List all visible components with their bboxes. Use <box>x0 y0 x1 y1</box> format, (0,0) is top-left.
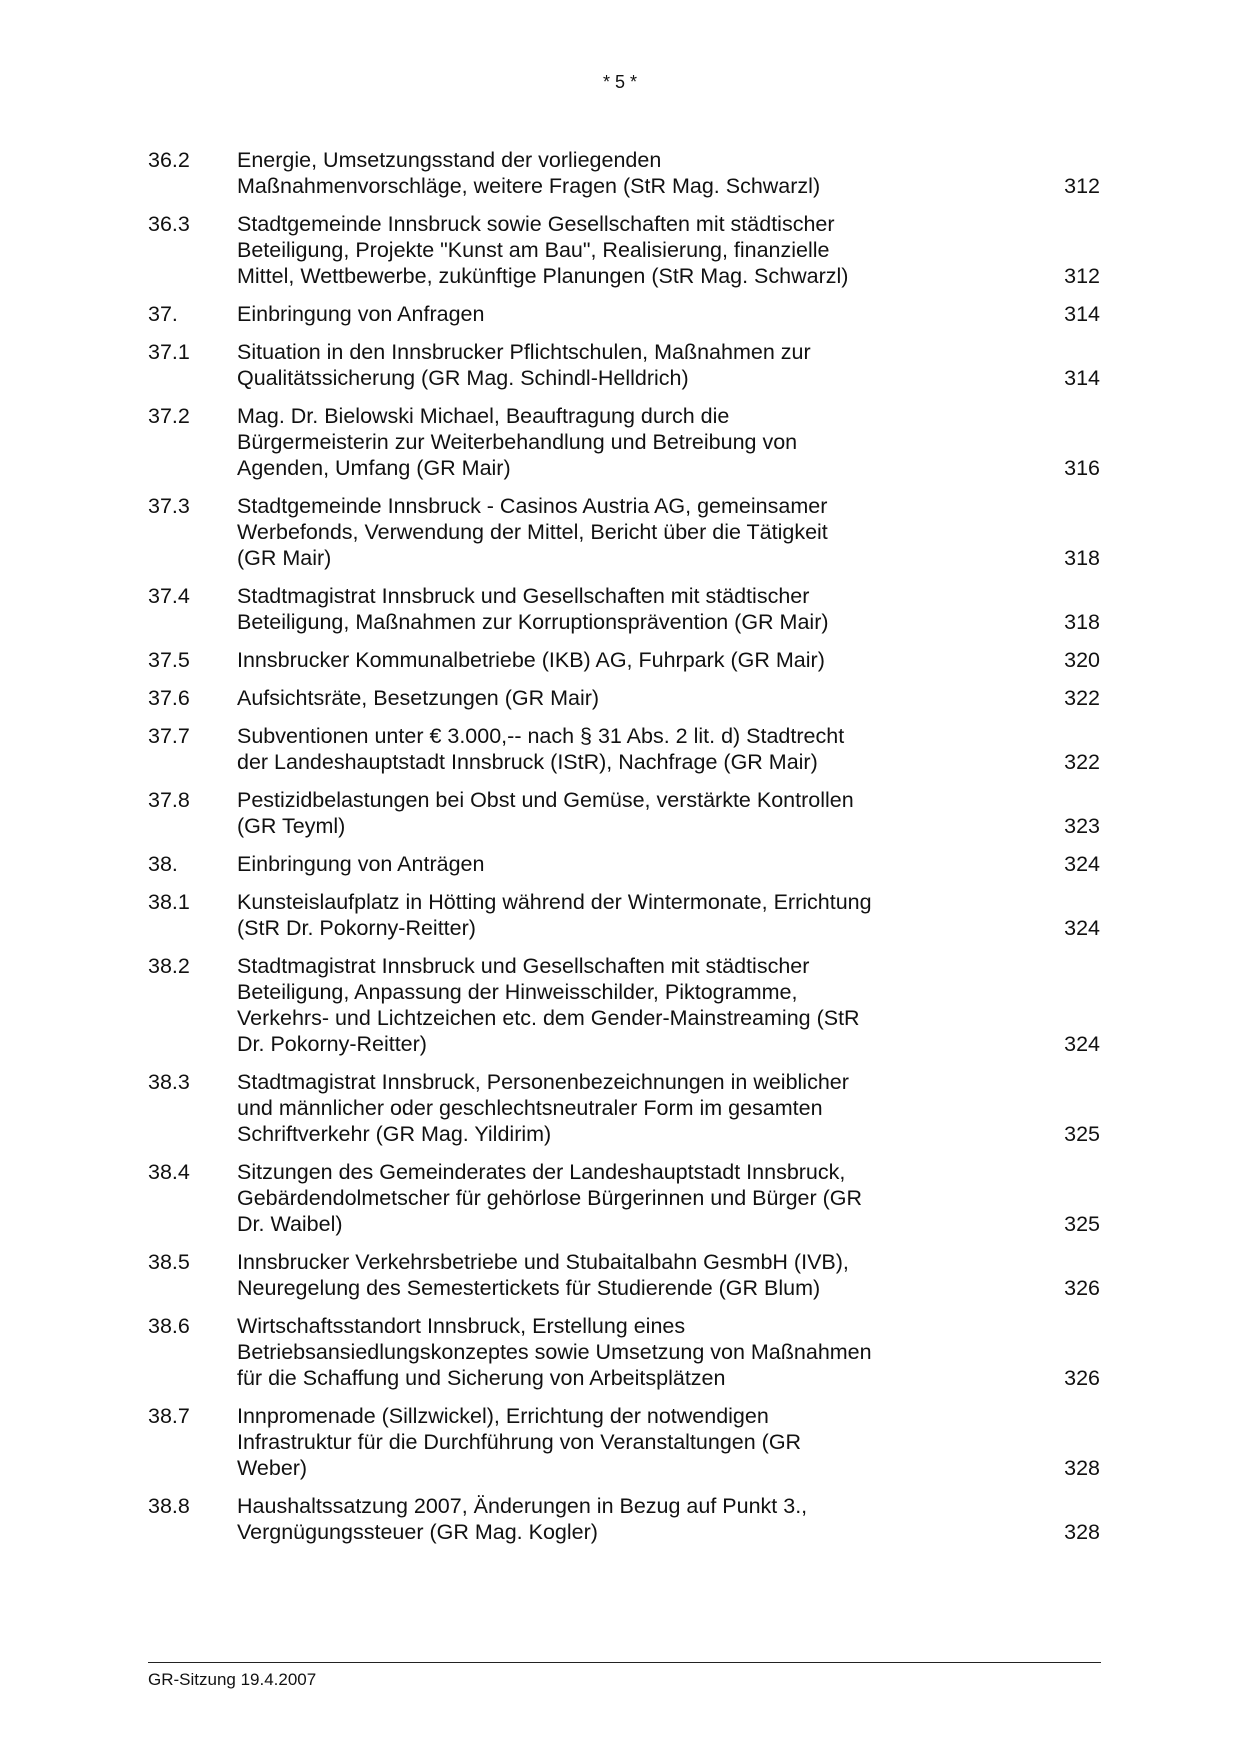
toc-entry-title: Subventionen unter € 3.000,-- nach § 31 Abs. 2 lit. d) Stadtrecht der Landeshauptstadt Innsbruck (IStR), Nachfrage (GR Mair) <box>237 724 845 774</box>
toc-entry-title: Innpromenade (Sillzwickel), Errichtung der notwendigen Infrastruktur für die Durchführung von Veranstaltungen (GR Weber) <box>237 1404 802 1480</box>
toc-entry <box>148 1069 1100 1147</box>
toc-entry-title: Einbringung von Anfragen <box>237 302 485 326</box>
toc-entry-page: 325 <box>1064 1212 1100 1236</box>
toc-entry-page: 324 <box>1064 852 1100 876</box>
toc-entry-number: 37.2 <box>148 404 190 428</box>
toc-entry-page: 324 <box>1064 916 1100 940</box>
toc-entry-page: 318 <box>1064 546 1100 570</box>
toc-entry-title: Sitzungen des Gemeinderates der Landeshauptstadt Innsbruck, Gebärdendolmetscher für gehörlose Bürgerinnen und Bürger (GR Dr. Waibel) <box>237 1160 863 1236</box>
toc-entry <box>148 685 1100 711</box>
toc-entry-page: 320 <box>1064 648 1100 672</box>
toc-entry-number: 38. <box>148 852 178 876</box>
toc-entry-number: 37.7 <box>148 724 190 748</box>
toc-entry <box>148 339 1100 391</box>
toc-entry <box>148 953 1100 1057</box>
toc-entry-title: Stadtmagistrat Innsbruck, Personenbezeichnungen in weiblicher und männlicher oder geschlechtsneutraler Form im gesamten Schriftverkehr (GR Mag. Yildirim) <box>237 1070 849 1146</box>
toc-entry <box>148 1403 1100 1481</box>
toc-entry <box>148 889 1100 941</box>
toc-entry <box>148 583 1100 635</box>
toc-entry-number: 38.8 <box>148 1494 190 1518</box>
toc-entry <box>148 723 1100 775</box>
toc-entry-title: Stadtmagistrat Innsbruck und Gesellschaften mit städtischer Beteiligung, Anpassung der Hinweisschilder, Piktogramme, Verkehrs- und Lichtzeichen etc. dem Gender-Mainstreaming (StR Dr. Pokorny-Reitter) <box>237 954 860 1056</box>
toc-entry-title: Innsbrucker Verkehrsbetriebe und Stubaitalbahn GesmbH (IVB), Neuregelung des Semestertickets für Studierende (GR Blum) <box>237 1250 849 1300</box>
toc-entry <box>148 851 1100 877</box>
toc-entry <box>148 1493 1100 1545</box>
toc-entry-number: 37. <box>148 302 178 326</box>
toc-entry-title: Stadtgemeinde Innsbruck - Casinos Austria AG, gemeinsamer Werbefonds, Verwendung der Mittel, Bericht über die Tätigkeit (GR Mair) <box>237 494 828 570</box>
toc-entry <box>148 1159 1100 1237</box>
toc-entry-title: Aufsichtsräte, Besetzungen (GR Mair) <box>237 686 600 710</box>
toc-entry <box>148 301 1100 327</box>
toc-entry-title: Kunsteislaufplatz in Hötting während der Wintermonate, Errichtung (StR Dr. Pokorny-Reitter) <box>237 890 872 940</box>
toc-entry-page: 312 <box>1064 174 1100 198</box>
toc-entry-number: 37.4 <box>148 584 190 608</box>
toc-entry-number: 38.5 <box>148 1250 190 1274</box>
toc-entry-page: 326 <box>1064 1366 1100 1390</box>
toc-entry <box>148 211 1100 289</box>
toc-entry-page: 324 <box>1064 1032 1100 1056</box>
toc-entry <box>148 403 1100 481</box>
toc-entry <box>148 1313 1100 1391</box>
toc-entry <box>148 647 1100 673</box>
toc-entry-page: 316 <box>1064 456 1100 480</box>
toc-entry <box>148 1249 1100 1301</box>
toc-entry-title: Energie, Umsetzungsstand der vorliegenden Maßnahmenvorschläge, weitere Fragen (StR Mag. Schwarzl) <box>237 148 821 198</box>
footer-divider <box>148 1662 1101 1663</box>
toc-entry-number: 38.3 <box>148 1070 190 1094</box>
toc-entry-title: Wirtschaftsstandort Innsbruck, Erstellung eines Betriebsansiedlungskonzeptes sowie Umsetzung von Maßnahmen für die Schaffung und Sicherung von Arbeitsplätzen <box>237 1314 872 1390</box>
toc-entry-number: 38.6 <box>148 1314 190 1338</box>
toc-entry-title: Mag. Dr. Bielowski Michael, Beauftragung durch die Bürgermeisterin zur Weiterbehandlung und Betreibung von Agenden, Umfang (GR Mair) <box>237 404 798 480</box>
page-number: * 5 * <box>602 72 638 92</box>
toc-entry-page: 322 <box>1064 686 1100 710</box>
toc-entry-page: 328 <box>1064 1520 1100 1544</box>
toc-entry-page: 325 <box>1064 1122 1100 1146</box>
toc-entry-title: Situation in den Innsbrucker Pflichtschulen, Maßnahmen zur Qualitätssicherung (GR Mag. Schindl-Helldrich) <box>237 340 811 390</box>
toc-entry-page: 328 <box>1064 1456 1100 1480</box>
toc-entry-title: Pestizidbelastungen bei Obst und Gemüse, verstärkte Kontrollen (GR Teyml) <box>237 788 854 838</box>
toc-entry-title: Innsbrucker Kommunalbetriebe (IKB) AG, Fuhrpark (GR Mair) <box>237 648 825 672</box>
toc-entry-title: Haushaltssatzung 2007, Änderungen in Bezug auf Punkt 3., Vergnügungssteuer (GR Mag. Kogler) <box>237 1494 808 1544</box>
toc-entry-page: 314 <box>1064 302 1100 326</box>
toc-entry <box>148 787 1100 839</box>
toc-entry-number: 37.6 <box>148 686 190 710</box>
toc-entry-page: 322 <box>1064 750 1100 774</box>
toc-entry-page: 312 <box>1064 264 1100 288</box>
toc-entry-number: 38.4 <box>148 1160 190 1184</box>
toc-entry <box>148 493 1100 571</box>
toc-entry-title: Stadtmagistrat Innsbruck und Gesellschaften mit städtischer Beteiligung, Maßnahmen zur Korruptionsprävention (GR Mair) <box>237 584 829 634</box>
toc-entry-page: 326 <box>1064 1276 1100 1300</box>
toc-entry-number: 36.3 <box>148 212 190 236</box>
toc-entry-title: Stadtgemeinde Innsbruck sowie Gesellschaften mit städtischer Beteiligung, Projekte "Kunst am Bau", Realisierung, finanzielle Mittel, Wettbewerbe, zukünftige Planungen (StR Mag. Schwarzl) <box>237 212 849 288</box>
toc-entry-number: 38.1 <box>148 890 190 914</box>
toc-entry-number: 38.7 <box>148 1404 190 1428</box>
toc-entry-number: 37.8 <box>148 788 190 812</box>
table-of-contents <box>148 147 1100 1557</box>
toc-entry-number: 37.1 <box>148 340 190 364</box>
toc-entry-page: 318 <box>1064 610 1100 634</box>
toc-entry-number: 37.3 <box>148 494 190 518</box>
toc-entry-number: 36.2 <box>148 148 190 172</box>
footer-text: GR-Sitzung 19.4.2007 <box>148 1670 317 1689</box>
toc-entry-number: 37.5 <box>148 648 190 672</box>
toc-entry-page: 314 <box>1064 366 1100 390</box>
toc-entry-number: 38.2 <box>148 954 190 978</box>
toc-entry <box>148 147 1100 199</box>
toc-entry-title: Einbringung von Anträgen <box>237 852 485 876</box>
toc-entry-page: 323 <box>1064 814 1100 838</box>
